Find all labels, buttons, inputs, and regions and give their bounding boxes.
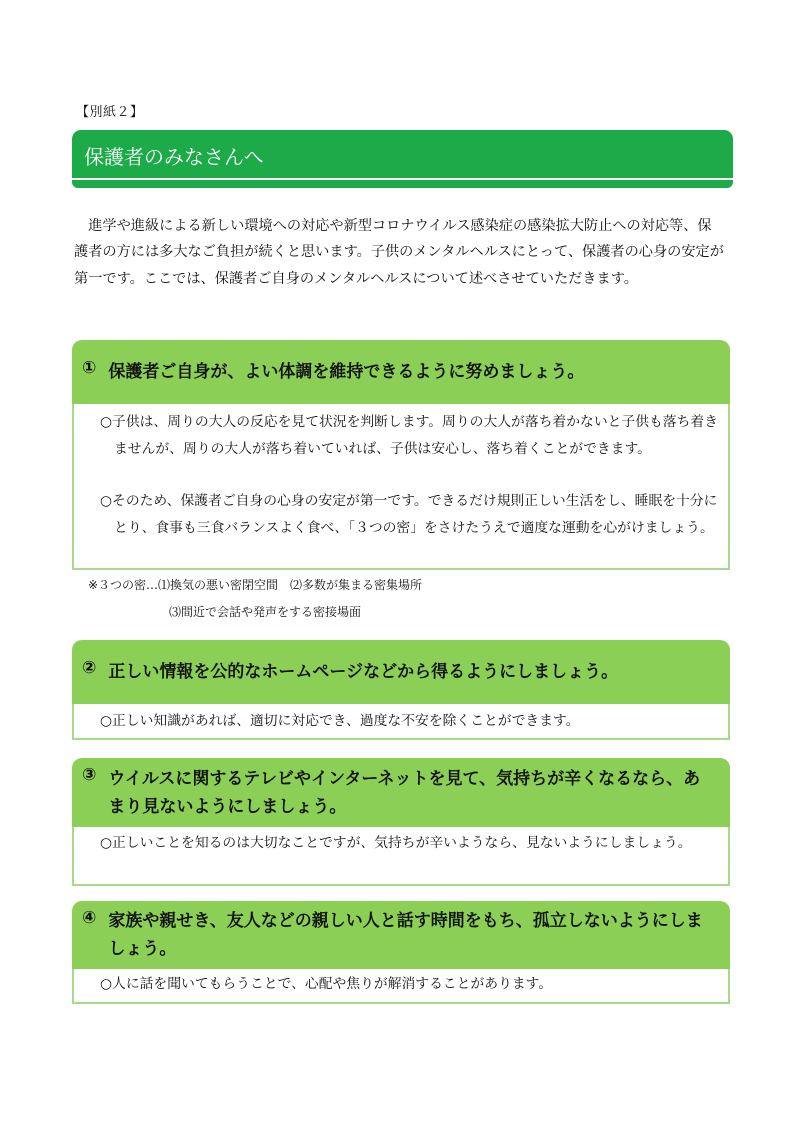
section-1-heading: 保護者ご自身が、よい体調を維持できるように努めましょう。: [108, 362, 585, 382]
section-4-heading: 家族や親せき、友人などの親しい人と話す時間をもち、孤立しないようにしましょう。: [108, 911, 703, 959]
section-1-header: [72, 340, 730, 404]
section-3-number: ③: [82, 765, 97, 785]
attachment-label: 【別紙２】: [76, 105, 144, 120]
section-4-bullet-1: ○人に話を聞いてもらうことで、心配や焦りが解消することがあります。: [100, 976, 553, 992]
title-underline: [72, 180, 733, 188]
section-1-number: ①: [82, 358, 97, 378]
section-2-body: [72, 704, 730, 740]
section-1-bullet-1: ○子供は、周りの大人の反応を見て状況を判断します。周りの大人が落ち着かないと子供も落ち着きませんが、周りの大人が落ち着いていれば、子供は安心し、落ち着くことができます。: [100, 414, 718, 457]
section-4-number: ④: [82, 908, 97, 928]
section-2-number: ②: [82, 658, 97, 678]
page-title: 保護者のみなさんへ: [84, 145, 264, 169]
section-4-header: [72, 901, 730, 969]
main-title-bar: [72, 130, 733, 178]
intro-paragraph: 進学や進級による新しい環境への対応や新型コロナウイルス感染症の感染拡大防止への対応等、保護者の方には多大なご負担が続くと思います。子供のメンタルヘルスにとって、保護者の心身の安定が第一です。ここでは、保護者ご自身のメンタルヘルスについて述べさせていただきます。: [74, 218, 724, 287]
section-3-bullet-1: ○正しいことを知るのは大切なことですが、気持ちが辛いようなら、見ないようにしましょう。: [100, 835, 692, 851]
footnote-line-2: ⑶間近で会話や発声をする密接場面: [169, 605, 362, 619]
section-1-body: [72, 404, 730, 570]
section-2-heading: 正しい情報を公的なホームページなどから得るようにしましょう。: [108, 662, 619, 682]
section-3-header: [72, 758, 730, 827]
section-3-body: [72, 827, 730, 886]
section-1-bullet-2: ○そのため、保護者ご自身の心身の安定が第一です。できるだけ規則正しい生活をし、睡眠を十分にとり、食事も三食バランスよく食べ、「３つの密」をさけたうえで適度な運動を心がけましょう。: [100, 493, 718, 536]
section-2-header: [72, 640, 730, 704]
section-4-body: [72, 969, 730, 1004]
section-2-bullet-1: ○正しい知識があれば、適切に対応でき、過度な不安を除くことができます。: [100, 713, 580, 729]
section-3-heading: ウイルスに関するテレビやインターネットを見て、気持ちが辛くなるなら、あまり見ないようにしましょう。: [108, 768, 701, 817]
footnote-line-1: ※３つの密…⑴換気の悪い密閉空間 ⑵多数が集まる密集場所: [88, 578, 423, 592]
